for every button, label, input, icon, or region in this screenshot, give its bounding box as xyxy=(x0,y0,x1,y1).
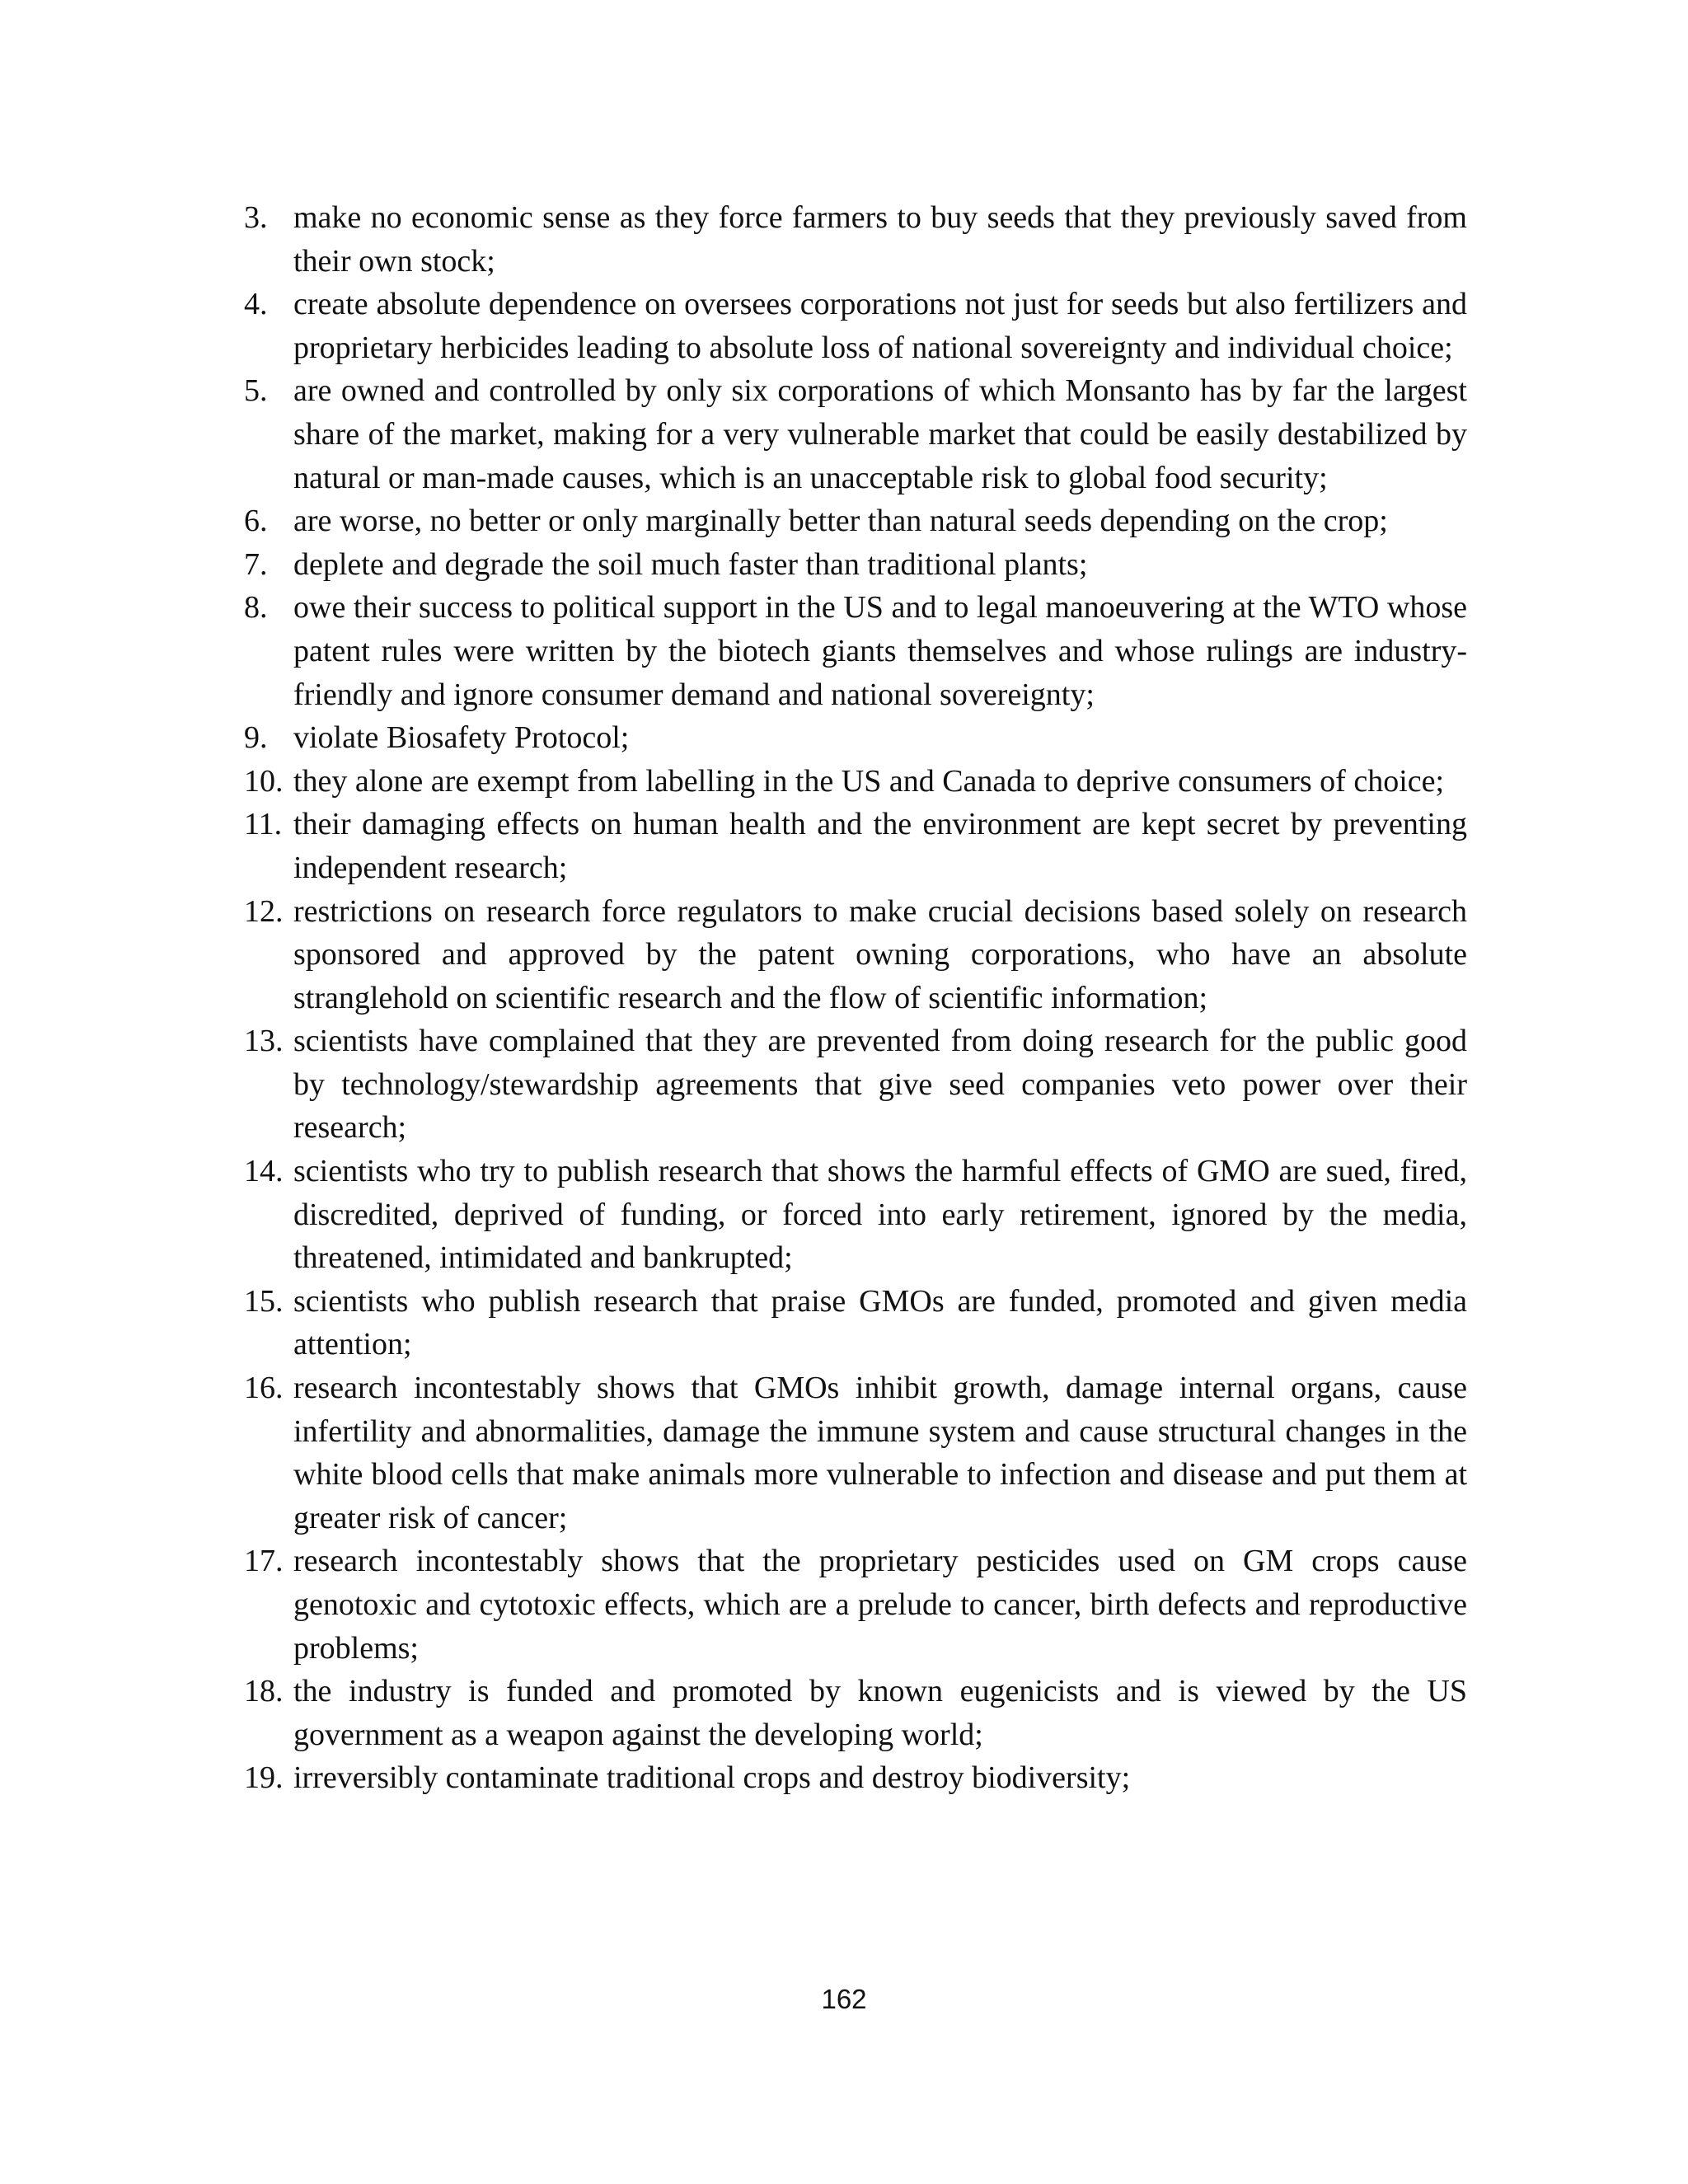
list-item-number: 13. xyxy=(244,1024,284,1059)
list-item xyxy=(244,1019,1467,1150)
list-item-number: 15. xyxy=(244,1283,284,1319)
list-item xyxy=(244,1280,1467,1366)
list-item-number: 11. xyxy=(244,807,283,842)
list-item-text: restrictions on research force regulators to make crucial decisions based solely on research sponsored and approved by the patent owning corporations, who have an absolute stranglehold on scientific research and the flow of scientific information; xyxy=(293,893,1467,1015)
list-item-number: 8. xyxy=(244,590,268,626)
list-item-text: are worse, no better or only marginally better than natural seeds depending on the crop; xyxy=(293,504,1388,539)
list-item xyxy=(244,369,1467,499)
list-item xyxy=(244,1540,1467,1670)
list-item-text: deplete and degrade the soil much faster than traditional plants; xyxy=(293,546,1088,582)
list-item-text: they alone are exempt from labelling in the US and Canada to deprive consumers of choice; xyxy=(293,763,1445,799)
list-item-text: irreversibly contaminate traditional crops and destroy biodiversity; xyxy=(293,1760,1131,1796)
list-item-number: 19. xyxy=(244,1760,284,1796)
list-item xyxy=(244,1150,1467,1280)
list-item-text: are owned and controlled by only six corporations of which Monsanto has by far the largest share of the market, making for a very vulnerable market that could be easily destabilized by natural or man-made causes, which is an unacceptable risk to global food security; xyxy=(293,373,1467,495)
list-item xyxy=(244,760,1467,804)
list-item xyxy=(244,1366,1467,1540)
list-item-text: scientists who try to publish research that shows the harmful effects of GMO are sued, fired, discredited, deprived of funding, or forced into early retirement, ignored by the media, threatened, intimidated and bankrupted; xyxy=(293,1154,1467,1276)
list-item xyxy=(244,1670,1467,1756)
list-item xyxy=(244,716,1467,760)
page-number: 162 xyxy=(821,1984,867,2014)
list-item xyxy=(244,890,1467,1020)
list-item-text: scientists have complained that they are prevented from doing research for the public good by technology/stewardship agreements that give seed companies veto power over their research; xyxy=(293,1024,1467,1146)
list-item-number: 6. xyxy=(244,504,268,539)
list-item-text: scientists who publish research that praise GMOs are funded, promoted and given media attention; xyxy=(293,1283,1467,1362)
list-item xyxy=(244,803,1467,889)
list-item-number: 14. xyxy=(244,1154,284,1189)
list-item-text: research incontestably shows that the proprietary pesticides used on GM crops cause genotoxic and cytotoxic effects, which are a prelude to cancer, birth defects and reproductive problems; xyxy=(293,1544,1467,1666)
list-item-text: their damaging effects on human health and the environment are kept secret by preventing independent research; xyxy=(293,807,1467,885)
list-item-number: 17. xyxy=(244,1544,284,1579)
list-item-number: 12. xyxy=(244,893,284,929)
list-item xyxy=(244,196,1467,283)
list-item xyxy=(244,499,1467,543)
list-item-text: violate Biosafety Protocol; xyxy=(293,720,630,756)
list-item xyxy=(244,1756,1467,1800)
list-item-text: the industry is funded and promoted by known eugenicists and is viewed by the US government as a weapon against the developing world; xyxy=(293,1674,1467,1752)
numbered-list xyxy=(244,196,1467,1800)
list-item xyxy=(244,543,1467,587)
list-item-number: 10. xyxy=(244,763,284,799)
list-item-number: 7. xyxy=(244,546,268,582)
list-item-number: 16. xyxy=(244,1371,284,1406)
list-item-number: 3. xyxy=(244,200,268,235)
list-item-text: make no economic sense as they force farmers to buy seeds that they previously saved from their own stock; xyxy=(293,200,1467,279)
list-item-text: create absolute dependence on oversees corporations not just for seeds but also fertilizers and proprietary herbicides leading to absolute loss of national sovereignty and individual choice; xyxy=(293,287,1467,365)
list-item-text: research incontestably shows that GMOs inhibit growth, damage internal organs, cause infertility and abnormalities, damage the immune system and cause structural changes in the white blood cells that make animals more vulnerable to infection and disease and put them at greater risk of cancer; xyxy=(293,1371,1467,1535)
list-item-number: 18. xyxy=(244,1674,284,1709)
list-item-text: owe their success to political support in the US and to legal manoeuvering at the WTO whose patent rules were written by the biotech giants themselves and whose rulings are industry-friendly and ignore consumer demand and national sovereignty; xyxy=(293,590,1467,712)
list-item-number: 5. xyxy=(244,373,268,409)
list-item xyxy=(244,283,1467,369)
list-item-number: 4. xyxy=(244,287,268,322)
list-item-number: 9. xyxy=(244,720,268,756)
list-item xyxy=(244,586,1467,716)
